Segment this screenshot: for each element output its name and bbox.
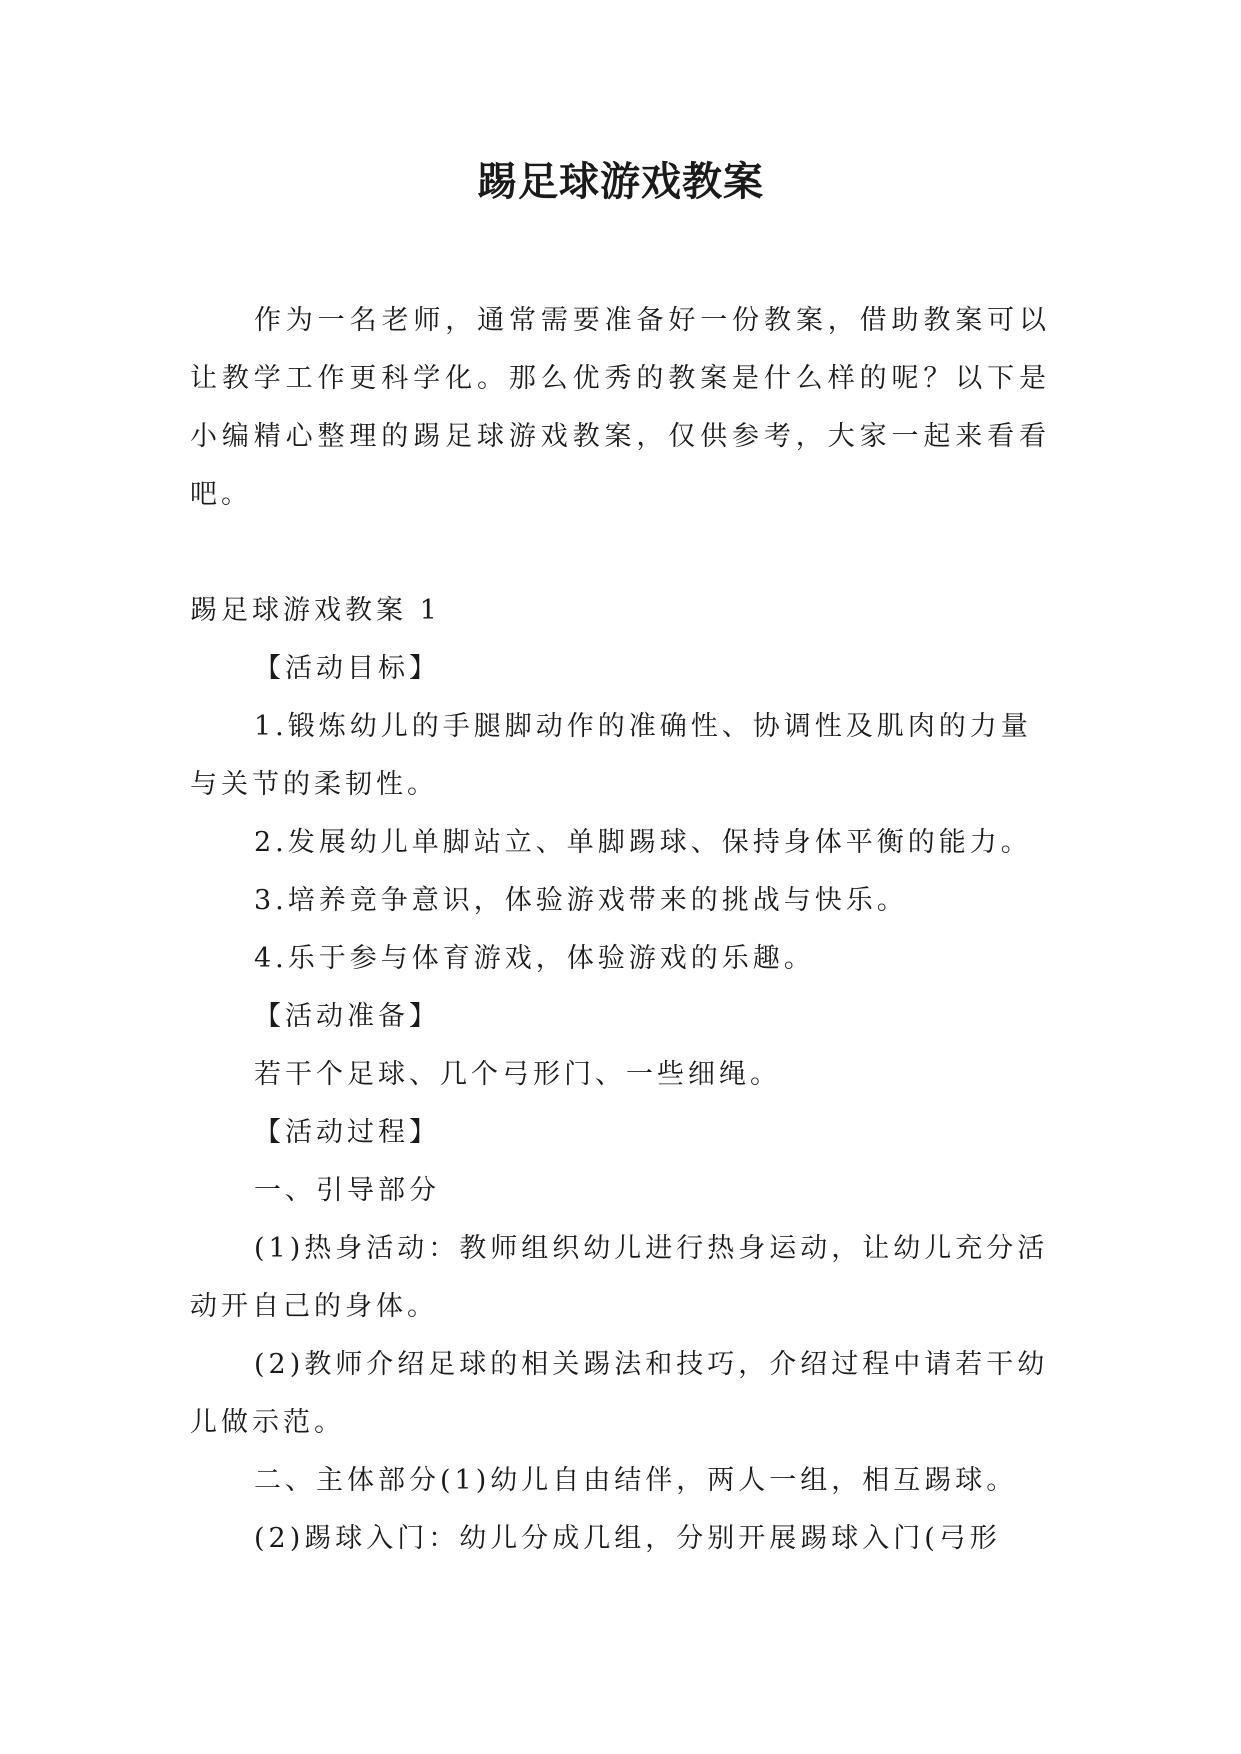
process-step-3: (2)踢球入门：幼儿分成几组，分别开展踢球入门(弓形	[254, 1523, 1001, 1554]
process-heading: 【活动过程】	[254, 1117, 440, 1148]
prep-text: 若干个足球、几个弓形门、一些细绳。	[254, 1059, 781, 1090]
goal-item-4: 4.乐于参与体育游戏，体验游戏的乐趣。	[254, 943, 815, 974]
prep-heading: 【活动准备】	[254, 1001, 440, 1032]
process-step-1: (1)热身活动：教师组织幼儿进行热身运动，让幼儿充分活动开自己的身体。	[190, 1233, 1049, 1322]
process-part-1: 一、引导部分	[254, 1175, 440, 1206]
document-body	[190, 292, 1050, 1568]
goal-item-3: 3.培养竞争意识，体验游戏带来的挑战与快乐。	[254, 885, 908, 916]
intro-paragraph: 作为一名老师，通常需要准备好一份教案，借助教案可以让教学工作更科学化。那么优秀的教案是什么样的呢？以下是小编精心整理的踢足球游戏教案，仅供参考，大家一起来看看吧。	[190, 305, 1050, 510]
document-title: 踢足球游戏教案	[477, 159, 764, 205]
process-part-2: 二、主体部分(1)幼儿自由结伴，两人一组，相互踢球。	[254, 1465, 1018, 1496]
goal-item-2: 2.发展幼儿单脚站立、单脚踢球、保持身体平衡的能力。	[254, 827, 1032, 858]
paragraph-gap	[190, 524, 1050, 582]
process-step-2: (2)教师介绍足球的相关踢法和技巧，介绍过程中请若干幼儿做示范。	[190, 1349, 1049, 1438]
goals-heading: 【活动目标】	[254, 653, 440, 684]
section-title: 踢足球游戏教案 1	[190, 595, 441, 626]
goal-item-1: 1.锻炼幼儿的手腿脚动作的准确性、协调性及肌肉的力量与关节的柔韧性。	[190, 711, 1032, 800]
